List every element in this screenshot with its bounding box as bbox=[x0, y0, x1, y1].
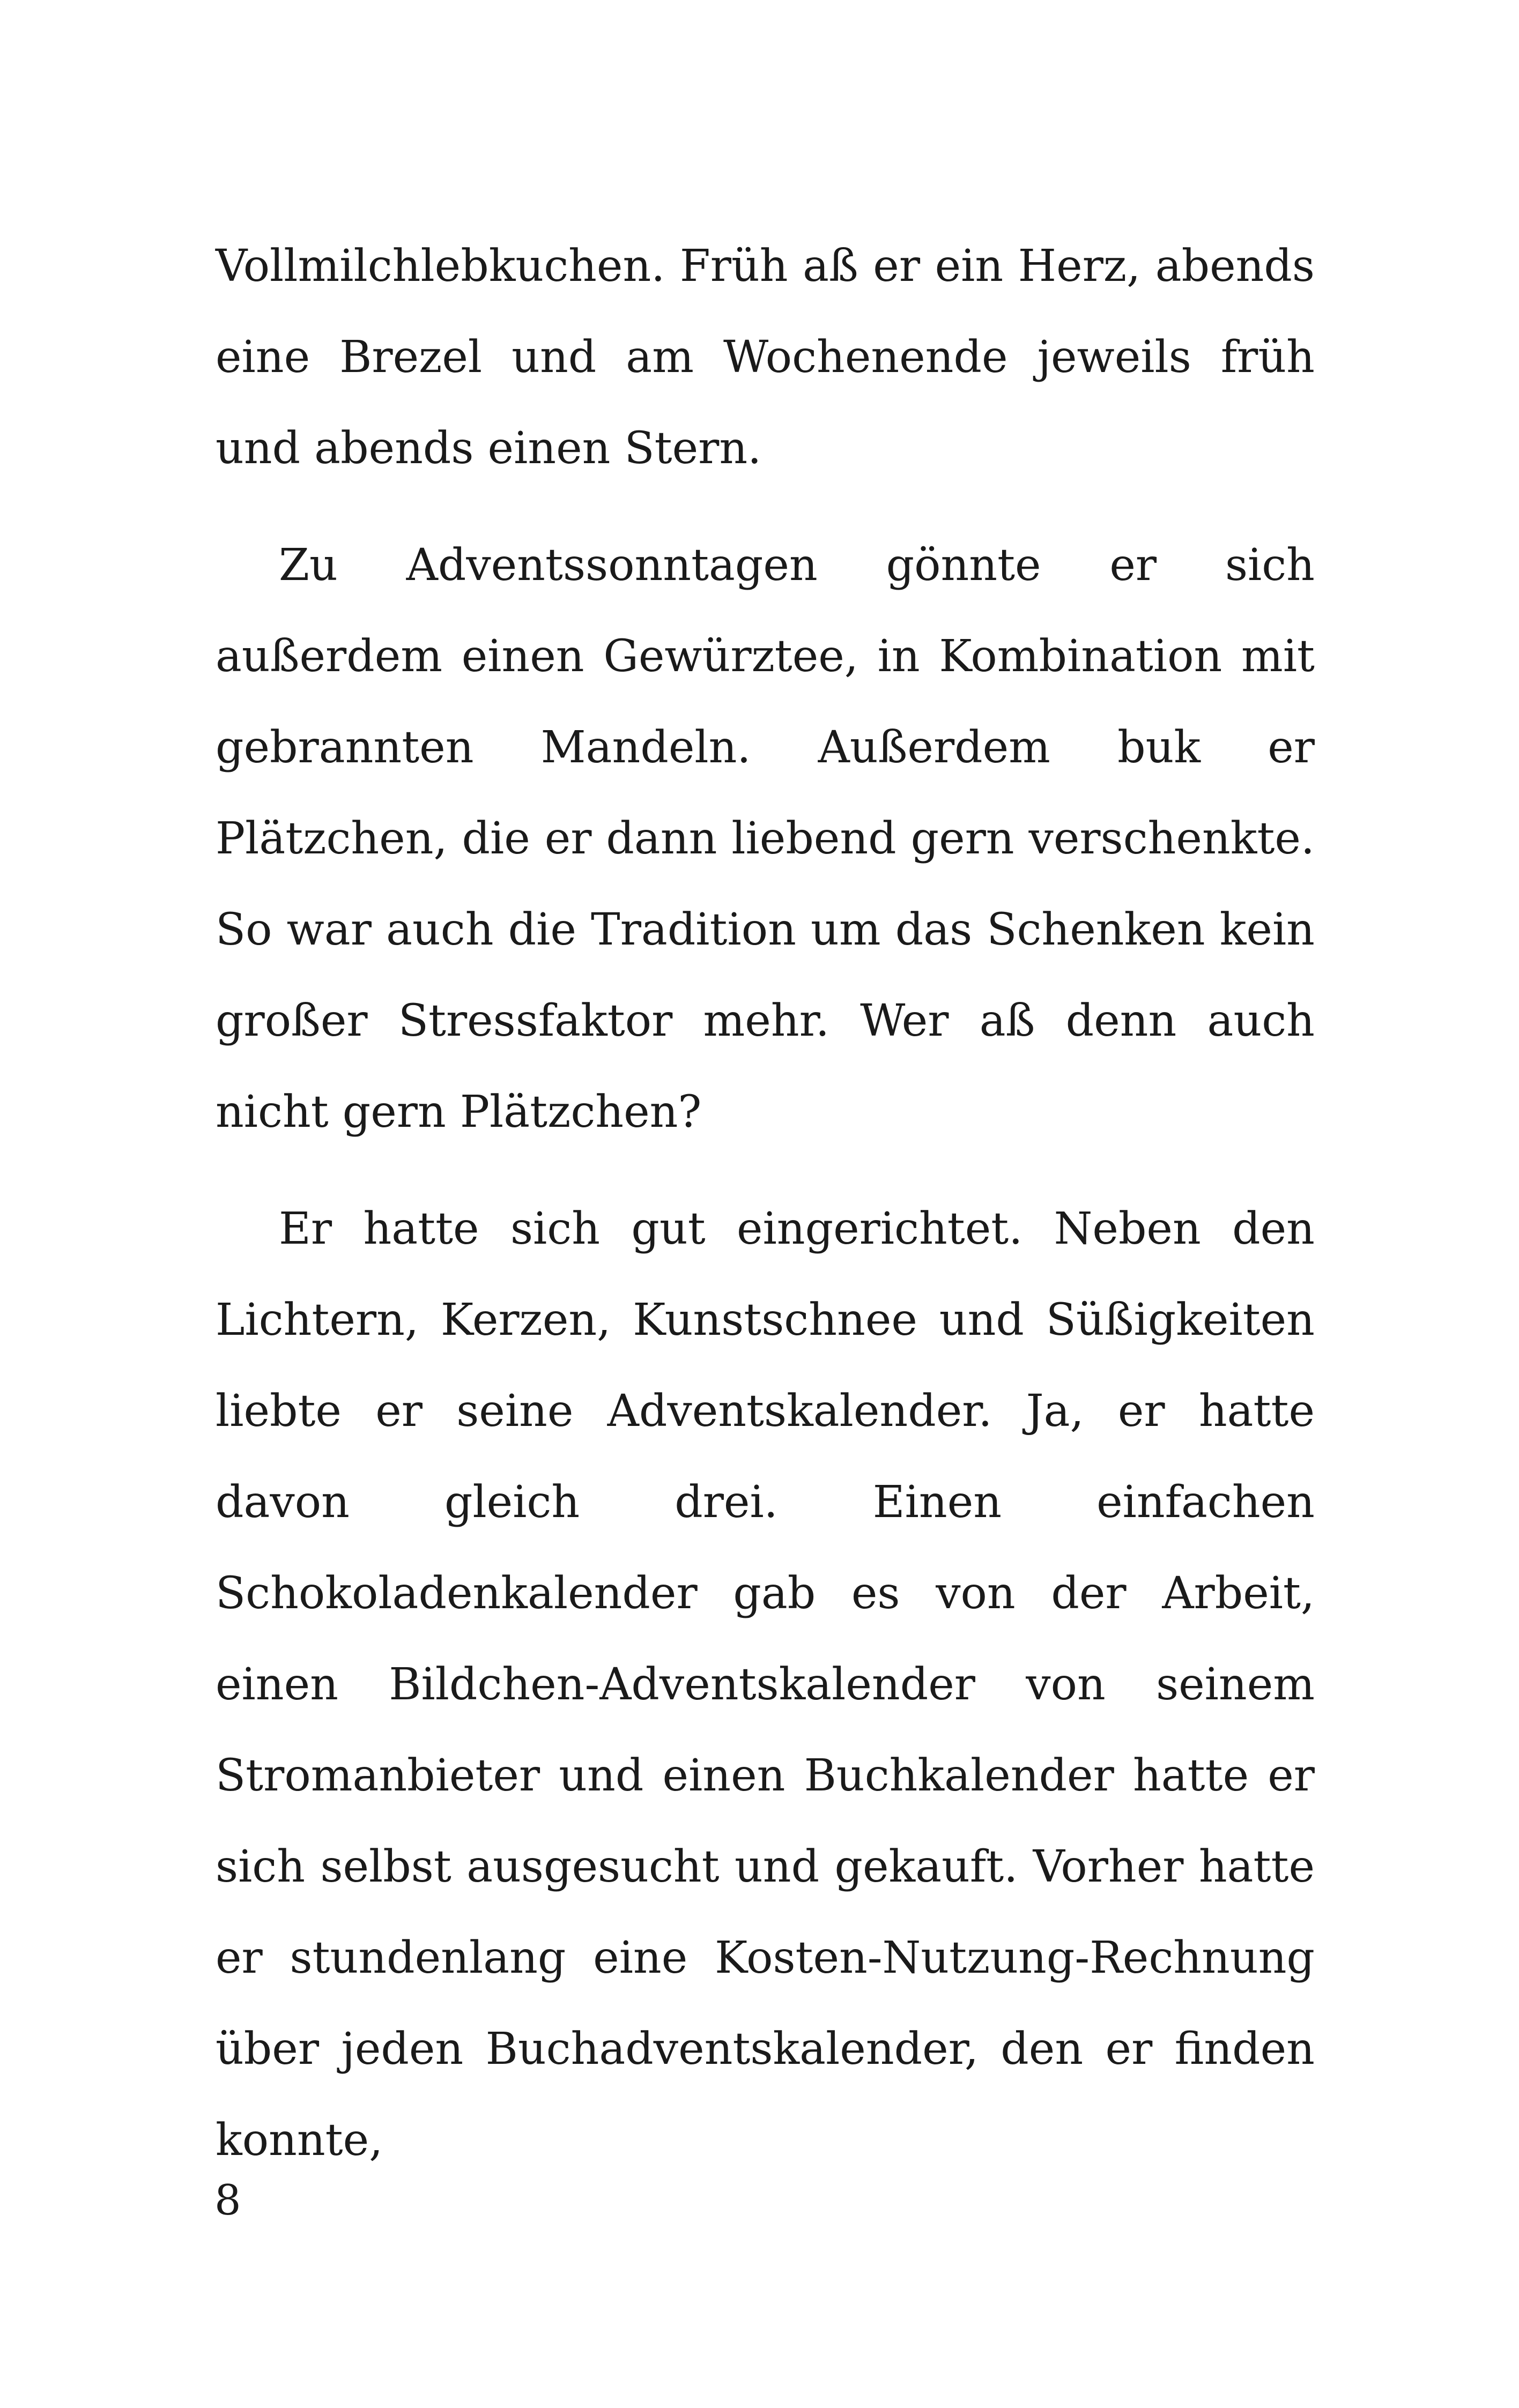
paragraph-3: Er hatte sich gut eingerichtet. Neben den Lichtern, Kerzen, Kunstschnee und Süßigkeiten liebte er seine Adventskalender. Ja, er hatte davon gleich drei. Einen einfachen Schokoladenkalender gab es von der Arbeit, einen Bildchen-Adventskalender von seinem Stromanbieter und einen Buchkalender hatte er sich selbst ausgesucht und gekauft. Vorher hatte er stundenlang eine Kosten-Nutzung-Rechnung über jeden Buchadventskalender, den er finden konnte, bbox=[216, 1203, 1315, 2166]
body-text bbox=[216, 221, 1315, 2212]
paragraph-1: Vollmilchlebkuchen. Früh aß er ein Herz, abends eine Brezel und am Wochenende jeweils früh und abends einen Stern. bbox=[216, 241, 1315, 474]
page-number: 8 bbox=[214, 2176, 241, 2225]
paragraph-2: Zu Adventssonntagen gönnte er sich außerdem einen Gewürztee, in Kombination mit gebrannten Mandeln. Außerdem buk er Plätzchen, die er dann liebend gern verschenkte. So war auch die Tradition um das Schenken kein großer Stressfaktor mehr. Wer aß denn auch nicht gern Plätzchen? bbox=[216, 540, 1315, 1138]
